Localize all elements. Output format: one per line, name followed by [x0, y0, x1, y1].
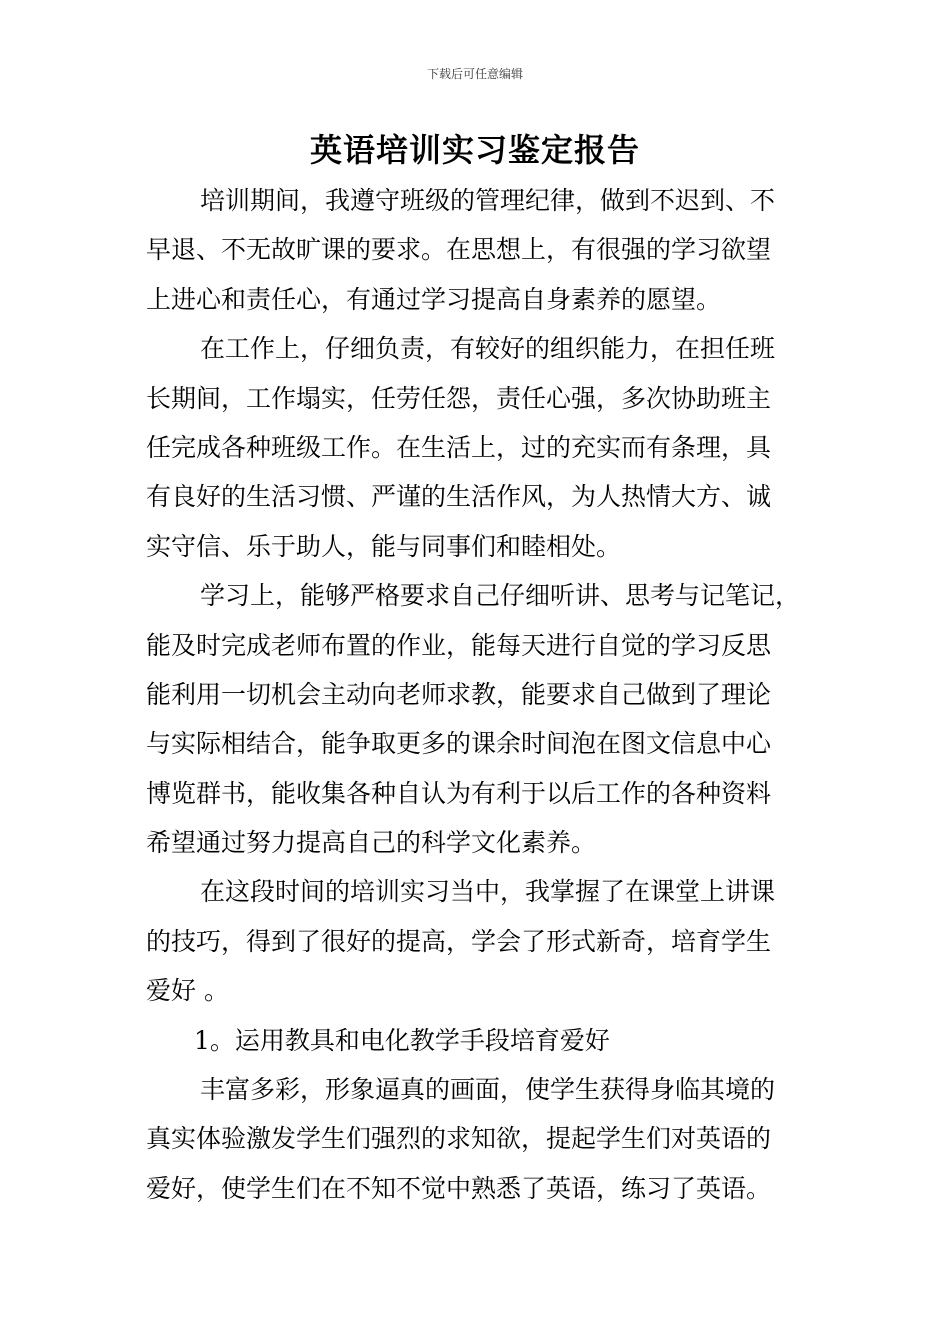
paragraph-line: 丰富多彩，形象逼真的画面，使学生获得身临其境的 [200, 1075, 776, 1105]
paragraph-line: 与实际相结合，能争取更多的课余时间泡在图文信息中心 [146, 729, 772, 759]
paragraph-line: 希望通过努力提高自己的科学文化素养。 [146, 828, 597, 858]
paragraph-line: 上进心和责任心，有通过学习提高自身素养的愿望。 [146, 284, 722, 314]
paragraph-line: 有良好的生活习惯、严谨的生活作风，为人热情大方、诚 [146, 482, 772, 512]
list-item-heading: 1。运用教具和电化教学手段培育爱好 [194, 1025, 610, 1055]
paragraph-line: 能利用一切机会主动向老师求教，能要求自己做到了理论 [146, 679, 772, 709]
paragraph-line: 在这段时间的培训实习当中，我掌握了在课堂上讲课 [200, 877, 776, 907]
paragraph-line: 任完成各种班级工作。在生活上，过的充实而有条理，具 [146, 432, 772, 462]
paragraph-line: 爱好，使学生们在不知不觉中熟悉了英语，练习了英语。 [146, 1173, 772, 1203]
paragraph-line: 的技巧，得到了很好的提高，学会了形式新奇，培育学生 [146, 926, 772, 956]
paragraph-line: 博览群书，能收集各种自认为有利于以后工作的各种资料 [146, 778, 772, 808]
paragraph-line: 长期间，工作塌实，任劳任怨，责任心强，多次协助班主 [146, 383, 772, 413]
page-header-note: 下载后可任意编辑 [426, 67, 523, 81]
paragraph-line: 培训期间，我遵守班级的管理纪律，做到不迟到、不 [200, 186, 776, 215]
document-body [146, 176, 812, 1213]
paragraph-line: 学习上，能够严格要求自己仔细听讲、思考与记笔记， [200, 581, 801, 611]
paragraph-line: 真实体验激发学生们强烈的求知欲，提起学生们对英语的 [146, 1124, 772, 1154]
paragraph-line: 早退、不无故旷课的要求。在思想上，有很强的学习欲望 [146, 235, 772, 265]
paragraph-line: 能及时完成老师布置的作业，能每天进行自觉的学习反思 [146, 630, 772, 660]
document-title: 英语培训实习鉴定报告 [309, 131, 640, 169]
paragraph-line: 在工作上，仔细负责，有较好的组织能力，在担任班 [200, 334, 776, 364]
paragraph-line: 实守信、乐于助人，能与同事们和睦相处。 [146, 531, 622, 561]
paragraph-line: 爱好 。 [146, 976, 229, 1006]
